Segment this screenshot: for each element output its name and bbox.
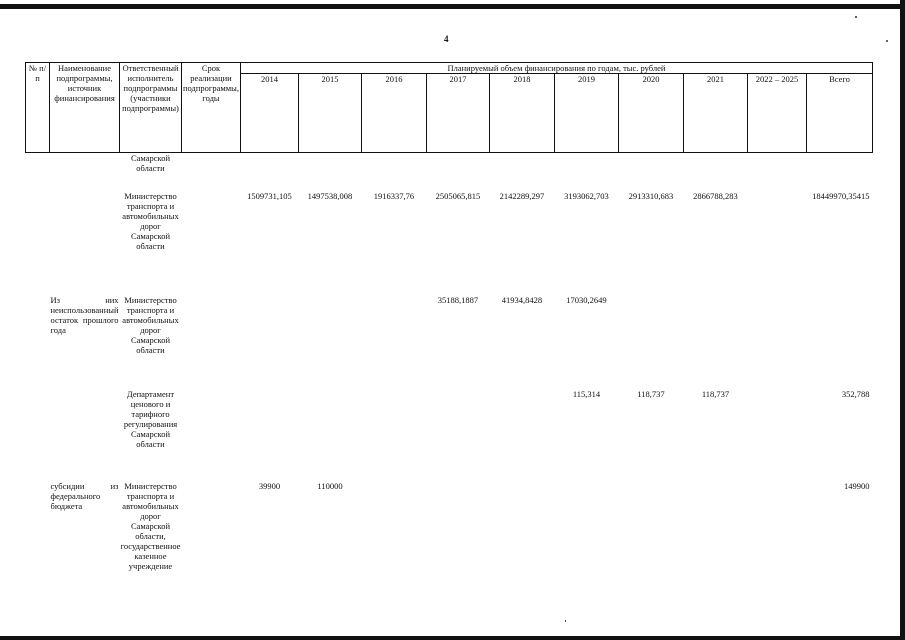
row-name [50, 191, 120, 281]
total-cell: 18449970,35415 [812, 190, 870, 201]
table-row [26, 191, 873, 281]
row-num [26, 295, 50, 375]
value-cell [298, 295, 361, 375]
value-cell [747, 153, 806, 177]
scan-speck [886, 40, 888, 42]
value-cell [747, 481, 806, 601]
value-cell [426, 481, 489, 601]
value-cell [747, 389, 806, 467]
header-year: 2022 – 2025 [747, 74, 806, 153]
value-cell [361, 295, 426, 375]
value-cell [240, 153, 298, 177]
page-top-rule [0, 4, 905, 9]
value-cell [361, 481, 426, 601]
value-cell [618, 153, 683, 177]
value-cell: 2866788,283 [693, 190, 738, 201]
row-executor: Министерство транспорта и автомобильных дорог Самарской области, государственное казенное учреждение [120, 480, 181, 571]
value-cell [554, 153, 618, 177]
row-num [26, 481, 50, 601]
header-year: 2015 [298, 74, 361, 153]
row-name: Из них неиспользованный остаток прошлого года [50, 294, 119, 335]
page-bottom-rule [0, 636, 905, 640]
value-cell: 1497538,008 [307, 190, 353, 201]
value-cell [747, 191, 806, 281]
header-year: 2014 [240, 74, 298, 153]
page-number: 4 [444, 34, 449, 44]
value-cell: 110000 [317, 480, 343, 491]
value-cell [489, 481, 554, 601]
value-cell: 115,314 [572, 388, 601, 399]
row-num [26, 191, 50, 281]
row-term [181, 191, 240, 281]
header-year: 2021 [683, 74, 747, 153]
header-year: 2019 [554, 74, 618, 153]
value-cell [683, 153, 747, 177]
header-total: Всего [806, 74, 872, 153]
table-row [26, 389, 873, 467]
header-num: № п/п [26, 63, 50, 153]
row-term [181, 389, 240, 467]
value-cell [426, 153, 489, 177]
row-executor: Департамент ценового и тарифного регулирования Самарской области [123, 388, 178, 449]
total-cell [806, 153, 872, 177]
value-cell [554, 481, 618, 601]
row-term [181, 153, 240, 177]
row-term [181, 481, 240, 601]
value-cell [361, 153, 426, 177]
scan-speck [565, 620, 566, 622]
header-year: 2017 [426, 74, 489, 153]
total-cell: 149900 [843, 480, 870, 491]
row-num [26, 153, 50, 177]
table-row [26, 295, 873, 375]
header-name: Наименование подпрограммы, источник финансирования [50, 63, 120, 153]
row-executor: Министерство транспорта и автомобильных дорог Самарской области [122, 294, 179, 355]
value-cell [618, 295, 683, 375]
value-cell: 1916337,76 [373, 190, 415, 201]
row-num [26, 389, 50, 467]
value-cell [298, 389, 361, 467]
value-cell: 39900 [258, 480, 281, 491]
value-cell [489, 153, 554, 177]
value-cell [489, 389, 554, 467]
value-cell [426, 389, 489, 467]
value-cell: 2142289,297 [499, 190, 545, 201]
value-cell [747, 295, 806, 375]
value-cell: 35188,1887 [437, 294, 479, 305]
row-executor: Министерство транспорта и автомобильных дорог Самарской области [122, 190, 179, 251]
value-cell [240, 295, 298, 375]
header-row-1 [26, 63, 873, 74]
value-cell: 118,737 [637, 388, 665, 399]
value-cell [618, 481, 683, 601]
header-financing-group: Планируемый объем финансирования по годам, тыс. рублей [240, 63, 872, 74]
table-row [26, 481, 873, 601]
row-name [50, 389, 120, 467]
value-cell [240, 389, 298, 467]
row-term [181, 295, 240, 375]
value-cell [361, 389, 426, 467]
value-cell: 118,737 [701, 388, 730, 399]
page-right-rule [900, 0, 905, 640]
header-year: 2016 [361, 74, 426, 153]
scan-speck [855, 16, 857, 18]
value-cell [426, 191, 489, 281]
total-cell: 352,788 [841, 388, 870, 399]
header-executor: Ответственный исполнитель подпрограммы (участники подпрограммы) [120, 63, 182, 153]
financing-table [25, 62, 873, 601]
row-executor: Самарской области [130, 153, 171, 174]
value-cell [683, 481, 747, 601]
value-cell: 2913310,683 [628, 190, 674, 201]
value-cell: 1509731,105 [247, 190, 292, 201]
table-row [26, 153, 873, 177]
value-cell [683, 295, 747, 375]
value-cell [298, 153, 361, 177]
value-cell: 41934,8428 [501, 294, 543, 305]
total-cell [806, 295, 872, 375]
row-name: субсидии из федерального бюджета [50, 480, 119, 511]
value-cell: 17030,2649 [566, 294, 607, 305]
value-text: 2505065,815 [435, 190, 481, 201]
header-year: 2020 [618, 74, 683, 153]
row-name [50, 153, 120, 177]
value-cell: 3193062,703 [564, 190, 609, 201]
header-year: 2018 [489, 74, 554, 153]
header-term: Срок реализации подпрограммы, годы [181, 63, 240, 153]
